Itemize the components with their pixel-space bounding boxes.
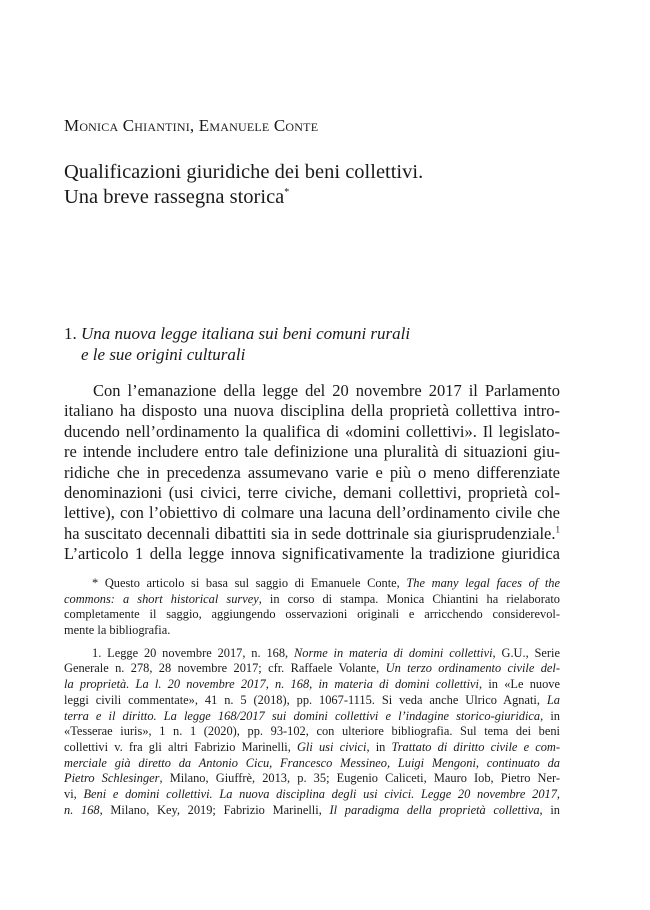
footnote-text: , in bbox=[366, 739, 392, 754]
footnote-text: leggi civili commentate», 41 n. 5 (2018), pp. 1067-1115. Si veda anche Ulrico Agnati, bbox=[64, 692, 547, 707]
body-line: ridiche che in precedenza assumevano varie e più o meno differenziate bbox=[64, 462, 560, 482]
footnote-1-line bbox=[64, 661, 560, 677]
body-line: ducendo nell’ordinamento la qualifica di «domini collettivi». Il legislato- bbox=[64, 421, 560, 441]
footnote-text: , in bbox=[539, 802, 560, 817]
section-heading-line-1 bbox=[64, 323, 410, 344]
body-line bbox=[64, 524, 560, 544]
footnote-text: , in corso di stampa. Monica Chiantini ha rielaborato bbox=[258, 591, 560, 606]
footnote-italic: Gli usi civici bbox=[296, 739, 367, 754]
section-title-1: Una nuova legge italiana sui beni comuni rurali bbox=[81, 324, 411, 343]
article-title bbox=[64, 160, 423, 210]
footnote-1-line bbox=[64, 646, 560, 662]
footnote-1-line bbox=[64, 756, 560, 772]
footnote-italic: Beni e domini collettivi. La nuova disciplina degli usi civici. Legge 20 novembre 2017, bbox=[83, 786, 561, 801]
footnote-italic: Trattato di diritto civile e com- bbox=[391, 739, 560, 754]
body-paragraph bbox=[64, 381, 560, 565]
footnote-1-line bbox=[64, 693, 560, 709]
body-line: Con l’emanazione della legge del 20 novembre 2017 il Parlamento bbox=[93, 381, 560, 400]
footnote-1-line: «Tesserae iuris», 1 n. 1 (2020), pp. 93-102, con ulteriore bibliografia. Sul tema dei beni bbox=[64, 724, 560, 739]
title-line-1: Qualificazioni giuridiche dei beni collettivi. bbox=[64, 161, 424, 183]
body-line: italiano ha disposto una nuova disciplina della proprietà collettiva intro- bbox=[64, 401, 560, 421]
footnote-text: * Questo articolo si basa sul saggio di Emanuele Conte, bbox=[92, 576, 407, 590]
body-line: re intende includere entro tale definizione una pluralità di situazioni giu- bbox=[64, 442, 560, 462]
footnote-italic: Pietro Schlesinger bbox=[64, 771, 160, 786]
footnote-1-line bbox=[64, 677, 560, 693]
footnote-text: Generale n. 278, 28 novembre 2017; cfr. Raffaele Volante, bbox=[64, 661, 386, 676]
title-line-2-text: Una breve rassegna storica bbox=[64, 186, 285, 208]
author-separator: , bbox=[189, 116, 199, 135]
body-line: lettive), con l’obiettivo di colmare una lacuna dell’ordinamento civile che bbox=[64, 503, 560, 523]
footnote-italic: La bbox=[546, 692, 560, 707]
footnote-italic: Norme in materia di domini collettivi bbox=[293, 645, 493, 660]
footnote-star-line: completamente il saggio, aggiungendo osservazioni originali e arricchendo considerevol- bbox=[64, 607, 560, 622]
footnote-text: , Milano, Giuffrè, 2013, p. 35; Eugenio Caliceti, Mauro Iob, Pietro Ner- bbox=[159, 771, 560, 786]
footnote-1-line bbox=[64, 771, 560, 787]
footnote-italic: The many legal faces of the bbox=[406, 576, 560, 590]
footnote-italic: n. 168 bbox=[64, 802, 100, 817]
footnote-1-line bbox=[64, 709, 560, 725]
footnote-1-line bbox=[64, 803, 560, 819]
footnote-text: 1. Legge 20 novembre 2017, n. 168, bbox=[92, 645, 294, 660]
body-line: L’articolo 1 della legge innova significativamente la tradizione giuridica bbox=[64, 544, 560, 564]
footnote-text: collettivi v. fra gli altri Fabrizio Marinelli, bbox=[64, 739, 297, 754]
footnote-ref-1: 1 bbox=[555, 524, 560, 535]
title-line-2 bbox=[64, 185, 423, 210]
body-line: denominazioni (usi civici, terre civiche, demani collettivi, proprietà col- bbox=[64, 482, 560, 502]
footnote-text: , in bbox=[540, 708, 561, 723]
footnote-star-line bbox=[64, 576, 560, 592]
footnote-text: vi, bbox=[64, 786, 84, 801]
footnote-1-line bbox=[64, 740, 560, 756]
footnote-italic: merciale già diretto da Antonio Cicu, Francesco Messineo, Luigi Mengoni, continuato da bbox=[64, 755, 560, 770]
footnote-italic: Il paradigma della proprietà collettiva bbox=[329, 802, 540, 817]
footnote-text: , in «Le nuove bbox=[479, 677, 561, 692]
author-1: Monica Chiantini bbox=[64, 116, 190, 135]
footnote-text: , G.U., Serie bbox=[492, 645, 560, 660]
footnote-star-line: mente la bibliografia. bbox=[64, 623, 171, 638]
authors-line bbox=[64, 116, 318, 136]
footnote-italic: commons: a short historical survey bbox=[64, 591, 259, 606]
footnote-1-line bbox=[64, 787, 560, 803]
section-heading bbox=[64, 323, 410, 365]
footnote-italic: Un terzo ordinamento civile del- bbox=[385, 661, 561, 676]
footnote-italic: la proprietà. La l. 20 novembre 2017, n. 168, in materia di domini collettivi bbox=[64, 677, 480, 692]
footnotes bbox=[64, 576, 560, 818]
footnote-star-line bbox=[64, 592, 560, 608]
section-title-2: e le sue origini culturali bbox=[81, 345, 246, 364]
footnote-italic: terra e il diritto. La legge 168/2017 sui domini collettivi e l’indagine storico-giuridica bbox=[64, 708, 541, 723]
footnote-text: , Milano, Key, 2019; Fabrizio Marinelli, bbox=[99, 802, 330, 817]
author-2: Emanuele Conte bbox=[198, 116, 319, 135]
body-line-text: ha suscitato decennali dibattiti sia in sede dottrinale sia giurisprudenziale. bbox=[64, 523, 556, 543]
section-number: 1. bbox=[64, 324, 77, 343]
title-footnote-marker: * bbox=[284, 187, 290, 199]
